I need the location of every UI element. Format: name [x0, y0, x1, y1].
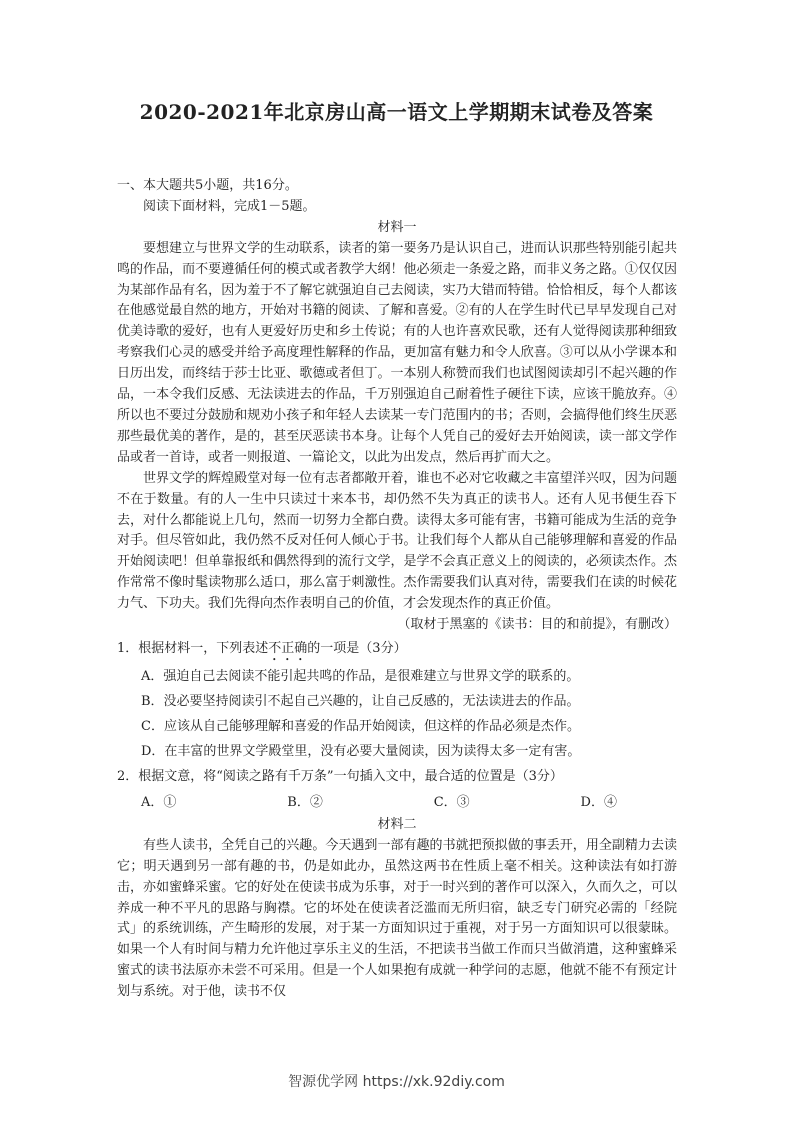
section-header: 一、本大题共5小题，共16分。 — [117, 178, 298, 193]
q2-option-c: C．③ — [433, 794, 470, 810]
q1-stem-emphasis: 不正确 — [268, 640, 308, 656]
q1-option-a: A．强迫自己去阅读不能引起共鸣的作品，是很难建立与世界文学的联系的。 — [141, 668, 580, 684]
q1-option-b: B．没必要坚持阅读引不起自己兴趣的，让自己反感的，无法读进去的作品。 — [141, 693, 580, 709]
question-2-stem: 2．根据文意，将“阅读之路有千万条”一句插入文中，最合适的位置是（3分） — [117, 768, 563, 784]
q1-stem-after: 的一项是（3分） — [307, 640, 407, 656]
question-1-stem — [117, 636, 677, 664]
material1-source: （取材于黑塞的《读书：目的和前提》，有删改） — [397, 617, 677, 633]
page-title: 2020-2021年北京房山高一语文上学期期末试卷及答案 — [139, 100, 654, 124]
q2-options — [117, 790, 677, 815]
material1-heading: 材料一 — [377, 219, 417, 235]
q2-option-a: A．① — [141, 794, 177, 810]
q1-stem-before: 1．根据材料一，下列表述 — [117, 640, 269, 656]
material1-paragraph-2: 世界文学的辉煌殿堂对每一位有志者都敞开着，谁也不必对它收藏之丰富望洋兴叹，因为问题不在于数量。有的人一生中只读过十来本书，却仍然不失为真正的读书人。还有人见书便生吞下去，对什么都能说上几句，然而一切努力全都白费。读得太多可能有害，书籍可能成为生活的竞争对手。但尽管如此，我仍然不反对任何人倾心于书。让我们每个人都从自己能够理解和喜爱的作品开始阅读吧！但单靠报纸和偶然得到的流行文学，是学不会真正意义上的阅读的，必须读杰作。杰作常常不像时髦读物那么适口，那么富于刺激性。杰作需要我们认真对待，需要我们在读的时候花力气、下功夫。我们先得向杰作表明自己的价值，才会发现杰作的真正价值。 — [117, 470, 677, 612]
q1-option-d: D．在丰富的世界文学殿堂里，没有必要大量阅读，因为读得太多一定有害。 — [141, 743, 581, 759]
material2-paragraph-1: 有些人读书，全凭自己的兴趣。今天遇到一部有趣的书就把预拟做的事丢开，用全副精力去读它；明天遇到另一部有趣的书，仍是如此办，虽然这两书在性质上毫不相关。这种读法有如打游击，亦如蜜蜂采蜜。它的好处在使读书成为乐事，对于一时兴到的著作可以深入，久而久之，可以养成一种不平凡的思路与胸襟。它的坏处在使读者泛滥而无所归宿，缺乏专门研究必需的「经院式」的系统训练，产生畸形的发展，对于某一方面知识过于重视，对于另一方面知识可以很蒙昧。如果一个人有时间与精力允许他过享乐主义的生活，不把读书当做工作而只当做消遣，这种蜜蜂采蜜式的读书法原亦未尝不可采用。但是一个人如果抱有成就一种学问的志愿，他就不能不有预定计划与系统。对于他，读书不仅 — [117, 837, 677, 1000]
material2-heading: 材料二 — [377, 816, 417, 832]
footer-watermark: 智源优学网 https://xk.92diy.com — [288, 1074, 505, 1090]
material1-paragraph-1: 要想建立与世界文学的生动联系，读者的第一要务乃是认识自己，进而认识那些特别能引起共鸣的作品，而不要遵循任何的模式或者教学大纲！他必须走一条爱之路，而非义务之路。①仅仅因为某部作品有名，因为羞于不了解它就强迫自己去阅读，实乃大错而特错。恰恰相反，每个人都该在他感觉最自然的地方，开始对书籍的阅读、了解和喜爱。②有的人在学生时代已早早发现自己对优美诗歌的爱好，也有人更爱好历史和乡土传说；有的人也许喜欢民歌，还有人觉得阅读那种细致考察我们心灵的感受并给予高度理性解释的作品，更加富有魅力和令人欣喜。③可以从小学课本和日历出发，而终结于莎士比亚、歌德或者但丁。一本别人称赞而我们也试图阅读却引不起兴趣的作品，一本令我们反感、无法读进去的作品，千万别强迫自己耐着性子硬往下读，应该干脆放弃。④所以也不要过分鼓励和规劝小孩子和年轻人去读某一专门范围内的书；否则，会搞得他们终生厌恶那些最优美的著作，是的，甚至厌恶读书本身。让每个人凭自己的爱好去开始阅读，读一部文学作品或者一首诗，或者一则报道、一篇论文，以此为出发点，然后再扩而大之。 — [117, 240, 677, 465]
q1-option-c: C．应该从自己能够理解和喜爱的作品开始阅读，但这样的作品必须是杰作。 — [141, 718, 580, 734]
instruction: 阅读下面材料，完成1－5题。 — [143, 198, 316, 214]
q2-option-d: D．④ — [580, 794, 617, 810]
q2-option-b: B．② — [287, 794, 323, 810]
document-body — [117, 176, 677, 1003]
